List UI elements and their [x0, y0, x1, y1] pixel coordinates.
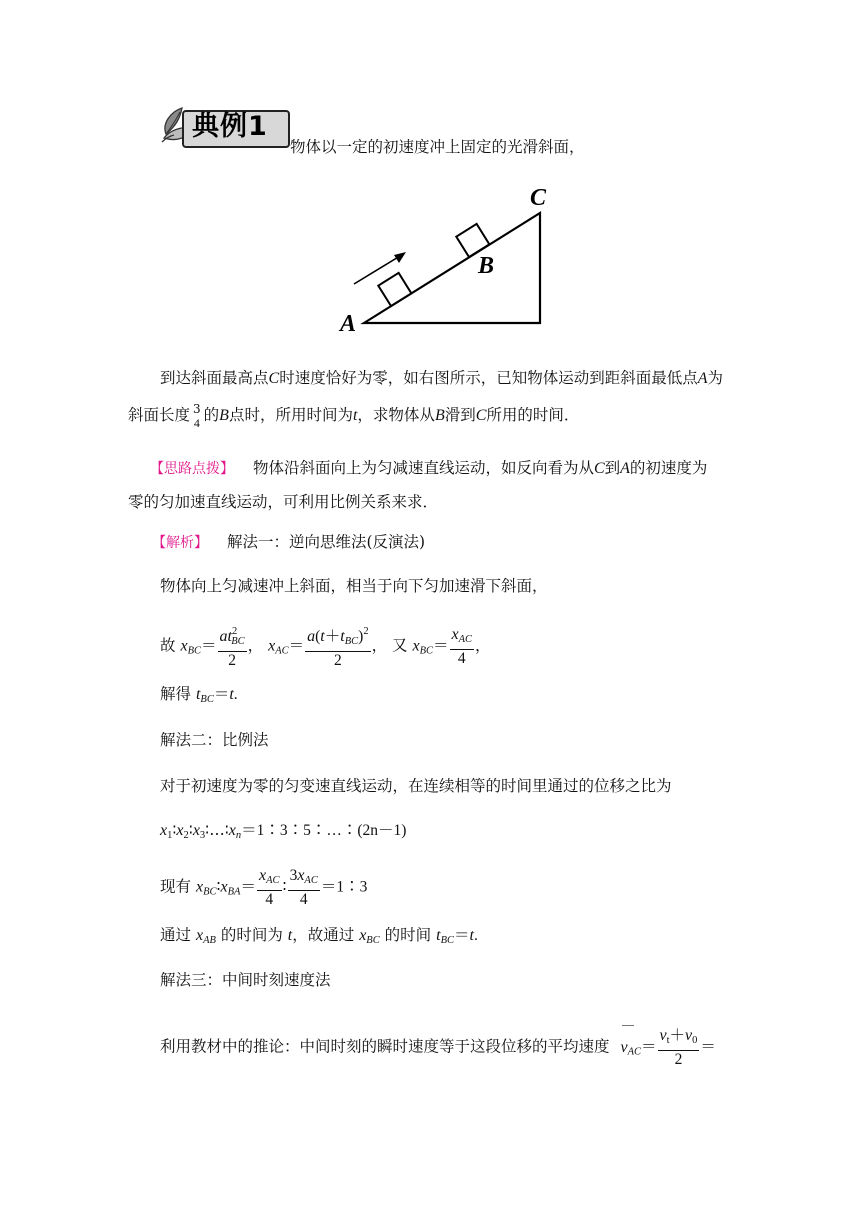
- m1-equations: 故 $x_{BC}=$ $\frac{at^2_{BC}}{2}$ ， $x_{AC}=$ $\frac{a(t+t_{BC})^2}{2}$ ， 又 $x_{BC}=$ $\frac{x_{AC}}{4}$ ，: [160, 623, 491, 670]
- m2-ratio: $x_1∶x_2∶x_3∶\dots∶x_n=1∶3∶5∶\dots∶(2n-1)$: [160, 821, 407, 841]
- m2-line-1: 对于初速度为零的匀变速直线运动，在连续相等的时间里通过的位移之比为: [160, 777, 672, 795]
- problem-line-1: 到达斜面最高点C时速度恰好为零，如右图所示，已知物体运动到距斜面最低点A为: [160, 369, 723, 387]
- solution-header: 【解析】 解法一：逆向思维法(反演法): [152, 533, 426, 551]
- m3-line-1: 利用教材中的推论：中间时刻的瞬时速度等于这段位移的平均速度 $v_{AC}=$ $\frac{v_t+v_0}{2}$ ＝: [160, 1026, 716, 1069]
- incline-figure: [330, 180, 570, 340]
- method2-title: 解法二：比例法: [160, 731, 269, 749]
- label-A: A: [340, 311, 357, 337]
- hint-line-1: 【思路点拨】 物体沿斜面向上为匀减速直线运动，如反向看为从C到A的初速度为: [150, 459, 708, 477]
- solution-tag: 【解析】: [152, 535, 208, 551]
- m2-now: 现有 $x_{BC}∶x_{BA}=$ $\frac{x_{AC}}{4}$ ∶ $\frac{3x_{AC}}{4}$ ＝1∶3: [160, 867, 368, 908]
- m2-conclusion: 通过 $x_{AB}$ 的时间为 t，故通过 $x_{BC}$ 的时间 $t_{BC}=t$.: [160, 926, 478, 946]
- block-lower: [378, 273, 411, 306]
- arrow-head-icon: [394, 252, 406, 263]
- m1-result: 解得 $t_{BC}=t$.: [160, 685, 238, 705]
- label-B: B: [478, 253, 495, 279]
- label-C: C: [530, 185, 547, 211]
- problem-line-0: 物体以一定的初速度冲上固定的光滑斜面，: [290, 138, 585, 156]
- method3-title: 解法三：中间时刻速度法: [160, 971, 331, 989]
- m1-line-1: 物体向上匀减速冲上斜面，相当于向下匀加速滑下斜面，: [160, 577, 548, 595]
- problem-line-2: 斜面长度 3 4 的B点时，所用时间为t，求物体从B滑到C所用的时间．: [128, 402, 580, 430]
- hint-tag: 【思路点拨】: [150, 461, 234, 477]
- hint-line-2: 零的匀加速直线运动，可利用比例关系来求．: [128, 493, 439, 511]
- example-badge: [160, 104, 288, 148]
- fraction-three-quarters: 3 4: [193, 402, 201, 430]
- badge-text: 典例1: [192, 111, 268, 142]
